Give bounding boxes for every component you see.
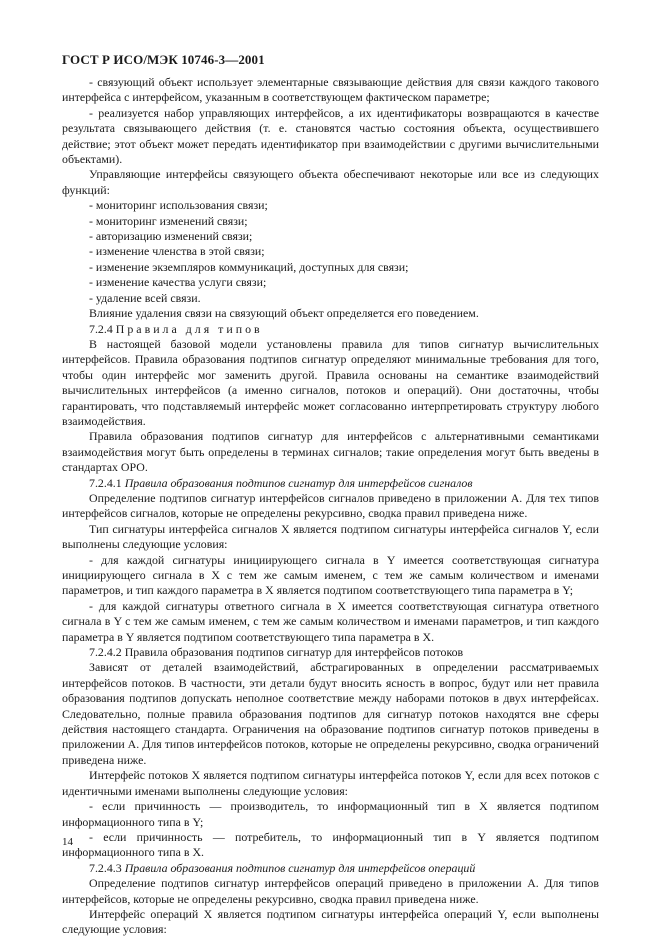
paragraph: Правила образования подтипов сигнатур для интерфейсов с альтернативными семантиками взаимодействия могут быть определены в терминах сигналов; такие определения могут быть введены в стандартах ОРО. <box>62 429 599 475</box>
paragraph: В настоящей базовой модели установлены правила для типов сигнатур вычислительных интерфейсов. Правила образования подтипов сигнатур определяют минимальные требования для того, чтобы один интерфейс мог заменить другой. Правила основаны на семантике взаимодействий вычислительных интерфейсов (а именно сигналов, потоков и операций). Они достаточны, чтобы гарантировать, что подставляемый интерфейс может согласованно интерпретировать структуру любого взаимодействия. <box>62 336 599 428</box>
section-number: 7.2.4.2 <box>89 645 122 660</box>
paragraph: - реализуется набор управляющих интерфейсов, а их идентификаторы возвращаются в качестве результата связывающего действия (т. е. становятся частью состояния объекта, осуществившего действие; этот объект может передать идентификатор при взаимодействии с другими вычислительными объектами). <box>62 105 599 167</box>
section-title: Правила образования подтипов сигнатур для интерфейсов потоков <box>124 645 464 660</box>
section-title: Правила для типов <box>115 321 263 336</box>
section-title: Правила образования подтипов сигнатур для интерфейсов операций <box>124 860 476 875</box>
standard-header: ГОСТ Р ИСО/МЭК 10746-3—2001 <box>62 52 265 67</box>
section-heading-7-2-4-3 <box>62 861 599 876</box>
paragraph: Влияние удаления связи на связующий объект определяется его поведением. <box>89 306 479 321</box>
page-number: 14 <box>62 836 73 848</box>
list-item: - изменение членства в этой связи; <box>89 244 265 259</box>
paragraph: - для каждой сигнатуры инициирующего сигнала в Y имеется соответствующая сигнатура инициирующего сигнала в X с тем же самым именем, с тем же самым количеством и именами параметров, и тип каждого параметра в X является подтипом соответствующего типа параметра в Y; <box>62 552 599 598</box>
list-item: - изменение экземпляров коммуникаций, доступных для связи; <box>89 259 409 274</box>
list-item: - мониторинг изменений связи; <box>89 213 248 228</box>
list-item: - удаление всей связи. <box>89 290 201 305</box>
paragraph: - если причинность — потребитель, то информационный тип в Y является подтипом информационного типа в X. <box>62 829 599 860</box>
paragraph: Определение подтипов сигнатур интерфейсов операций приведено в приложении А. Для типов интерфейсов, которые не определены рекурсивно, сводка правил приведена ниже. <box>62 876 599 906</box>
function-list <box>62 198 599 306</box>
section-heading-7-2-4-1 <box>62 476 599 491</box>
section-title: Правила образования подтипов сигнатур для интерфейсов сигналов <box>124 475 473 490</box>
paragraph: Зависят от деталей взаимодействий, абстрагированных в определении рассматриваемых интерфейсов потоков. В частности, эти детали будут вносить ясность в вопрос, будут или нет правила образования подтипов допускать неполное соответствие между наборами потоков в двух интерфейсах. Следовательно, полные правила образования подтипов для сигнатур потоков находятся вне сферы действия настоящего стандарта. Ограничения на образование подтипов сигнатур потоков приведены в приложении А. Для типов интерфейсов потоков, которые не определены рекурсивно, сводка ограничений приведена ниже. <box>62 660 599 767</box>
section-number: 7.2.4.3 <box>89 860 122 875</box>
section-heading-7-2-4-2 <box>62 645 599 660</box>
section-number: 7.2.4.1 <box>89 475 122 490</box>
body-text <box>62 75 599 938</box>
list-item: - мониторинг использования связи; <box>89 198 268 213</box>
paragraph: Интерфейс потоков X является подтипом сигнатуры интерфейса потоков Y, если для всех потоков с идентичными именами выполнены следующие условия: <box>62 768 599 798</box>
paragraph: - для каждой сигнатуры ответного сигнала в X имеется соответствующая сигнатура ответного сигнала в Y с тем же самым именем, с тем же самым количеством и именами параметров, и тип каждого параметра в Y является подтипом соответствующего типа параметра в X. <box>62 598 599 644</box>
paragraph: Тип сигнатуры интерфейса сигналов X является подтипом сигнатуры интерфейса сигналов Y, если выполнены следующие условия: <box>62 521 599 552</box>
section-heading-7-2-4 <box>62 322 599 337</box>
paragraph: Интерфейс операций X является подтипом сигнатуры интерфейса операций Y, если выполнены следующие условия: <box>62 906 599 937</box>
paragraph: Управляющие интерфейсы связующего объекта обеспечивают некоторые или все из следующих функций: <box>62 167 599 197</box>
list-item: - изменение качества услуги связи; <box>89 275 267 290</box>
list-item: - авторизацию изменений связи; <box>89 229 253 244</box>
paragraph: - если причинность — производитель, то информационный тип в X является подтипом информационного типа в Y; <box>62 799 599 829</box>
paragraph: Определение подтипов сигнатур интерфейсов сигналов приведено в приложении А. Для тех типов интерфейсов сигналов, которые не определены рекурсивно, сводка правил приведена ниже. <box>62 490 599 521</box>
paragraph: - связующий объект использует элементарные связывающие действия для связи каждого такового интерфейса с интерфейсом, указанным в соответствующем фактическом параметре; <box>62 75 599 105</box>
section-number: 7.2.4 <box>89 321 113 336</box>
